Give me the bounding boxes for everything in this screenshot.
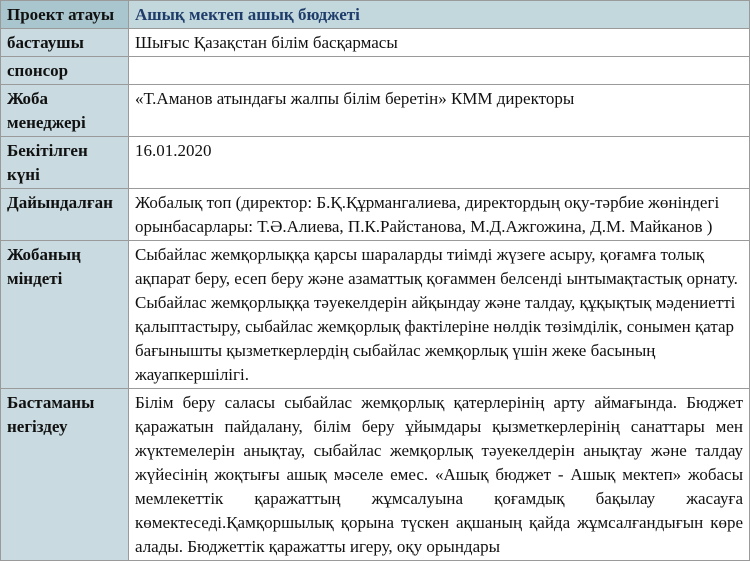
table-row-approval-date [1,137,750,189]
table-row-project-name [1,1,750,29]
table-row-sponsor [1,57,750,85]
table-row-project-objective [1,241,750,389]
row-value: Шығыс Қазақстан білім басқармасы [129,29,750,57]
row-label: Жобаның міндеті [1,241,129,389]
row-value: Жобалық топ (директор: Б.Қ.Құрмангалиева, директордың оқу-тәрбие жөніндегі орынбасарлары: Т.Ә.Алиева, П.К.Райстанова, М.Д.Ажгожина, Д.М. Майканов ) [129,189,750,241]
row-value [129,57,750,85]
row-value: Ашық мектеп ашық бюджеті [129,1,750,29]
row-value: Сыбайлас жемқорлыққа қарсы шараларды тиімді жүзеге асыру, қоғамға толық ақпарат беру, есеп беру және азаматтық қоғаммен белсенді ынтымақтастық орнату. Сыбайлас жемқорлыққа тәуекелдерін айқындау және талдау, құқықтық мәдениетті қалыптастыру, сыбайлас жемқорлық фактілеріне нөлдік төзімділік, сонымен қатар бағынышты қызметкерлердің сыбайлас жемқорлық үшін жеке басының жауапкершілігі. [129,241,750,389]
table-row-initiator [1,29,750,57]
table-row-prepared-by [1,189,750,241]
row-label: спонсор [1,57,129,85]
row-value: «Т.Аманов атындағы жалпы білім беретін» КММ директоры [129,85,750,137]
row-value: Білім беру саласы сыбайлас жемқорлық қатерлерінің арту аймағында. Бюджет қаражатын пайдалану, білім беру ұйымдары қызметкерлерінің санаттары мен жүктемелерін анықтау, сыбайлас жемқорлық тәуекелдерін анықтау және талдау жүйесінің жоқтығы ашық мәселе емес. «Ашық бюджет - Ашық мектеп» жобасы мемлекеттік қаражаттың жұмсалуына қоғамдық бақылау жасауға көмектеседі.Қамқоршылық қорына түскен ақшаның қайда жұмсалғандығын көре алады. Бюджеттік қаражатты игеру, оқу орындары [129,389,750,561]
row-label: Проект атауы [1,1,129,29]
row-label: Бекітілген күні [1,137,129,189]
row-label: Дайындалған [1,189,129,241]
row-label: Жоба менеджері [1,85,129,137]
table-row-justification [1,389,750,561]
row-value: 16.01.2020 [129,137,750,189]
row-label: бастаушы [1,29,129,57]
row-label: Бастаманы негіздеу [1,389,129,561]
table-row-project-manager [1,85,750,137]
